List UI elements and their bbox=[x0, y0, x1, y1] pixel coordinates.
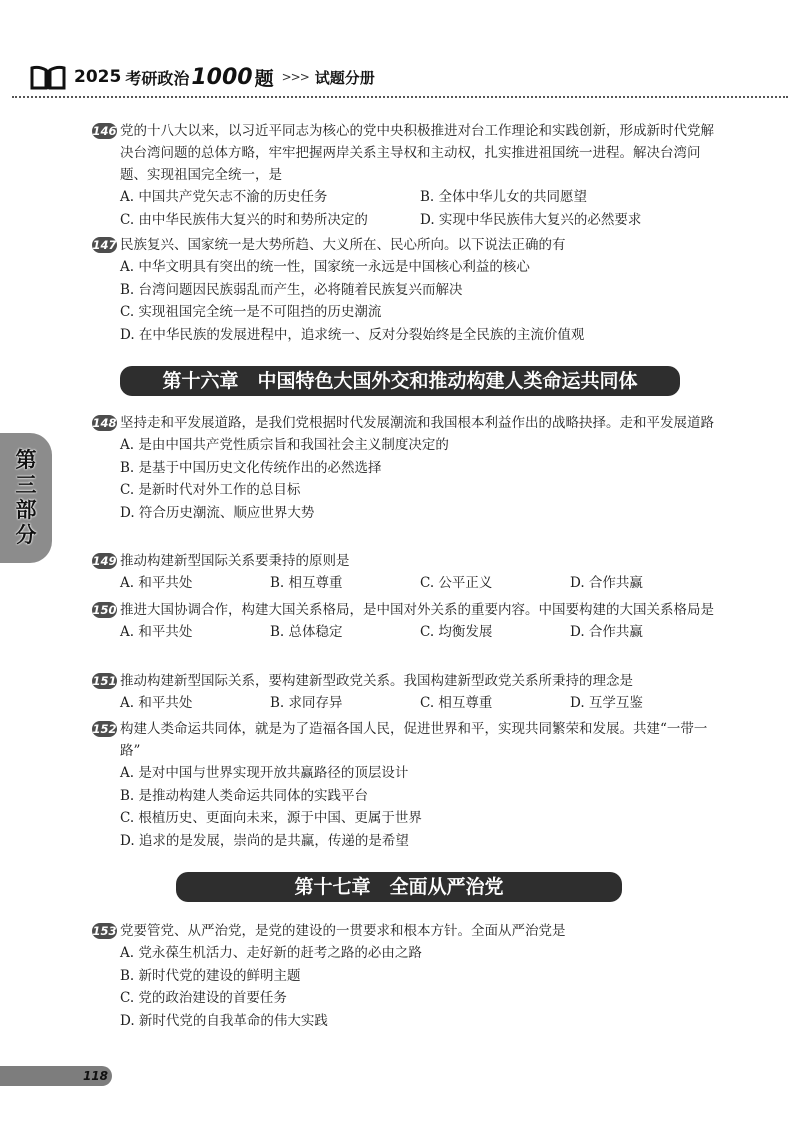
option-a[interactable]: A. 中华文明具有突出的统一性，国家统一永远是中国核心利益的核心 bbox=[120, 259, 530, 275]
question-text: 推进大国协调合作，构建大国关系格局，是中国对外关系的重要内容。中国要构建的大国关系格局是 bbox=[120, 602, 714, 618]
option-c[interactable]: C. 党的政治建设的首要任务 bbox=[120, 990, 287, 1006]
option-b[interactable]: B. 是基于中国历史文化传统作出的必然选择 bbox=[120, 459, 382, 476]
question-text: 构建人类命运共同体，就是为了造福各国人民，促进世界和平，实现共同繁荣和发展。共建“一带一路” bbox=[120, 721, 708, 759]
question-147 bbox=[92, 234, 722, 346]
option-a[interactable]: A. 党永葆生机活力、走好新的赶考之路的必由之路 bbox=[120, 945, 422, 961]
question-stem bbox=[92, 120, 722, 186]
header-exam: 考研政治 bbox=[125, 68, 190, 88]
header-arrows: >>> bbox=[281, 70, 309, 84]
part-side-tab-label: 第三部分 bbox=[15, 448, 37, 547]
question-number-badge: 148 bbox=[92, 416, 117, 430]
option-a[interactable]: A. 是对中国与世界实现开放共赢路径的顶层设计 bbox=[120, 765, 409, 781]
option-d[interactable]: D. 合作共赢 bbox=[570, 575, 643, 591]
question-number-badge: 153 bbox=[92, 924, 117, 938]
option-c[interactable]: C. 根植历史、更面向未来，源于中国、更属于世界 bbox=[120, 810, 422, 826]
options bbox=[92, 256, 722, 346]
option-b[interactable]: B. 全体中华儿女的共同愿望 bbox=[420, 189, 588, 205]
option-a[interactable]: A. 是由中国共产党性质宗旨和我国社会主义制度决定的 bbox=[120, 437, 449, 453]
option-a[interactable]: A. 和平共处 bbox=[120, 695, 193, 711]
option-b[interactable]: B. 台湾问题因民族弱乱而产生，必将随着民族复兴而解决 bbox=[120, 281, 463, 298]
option-b[interactable]: B. 相互尊重 bbox=[270, 575, 343, 591]
option-d[interactable]: D. 追求的是发展，崇尚的是共赢，传递的是希望 bbox=[120, 832, 409, 849]
option-c[interactable]: C. 实现祖国完全统一是不可阻挡的历史潮流 bbox=[120, 304, 382, 320]
question-number-badge: 147 bbox=[92, 238, 117, 252]
options bbox=[92, 692, 722, 715]
open-book-icon bbox=[30, 64, 66, 90]
option-d[interactable]: D. 在中华民族的发展进程中，追求统一、反对分裂始终是全民族的主流价值观 bbox=[120, 326, 585, 343]
question-152 bbox=[92, 718, 722, 852]
question-number-badge: 152 bbox=[92, 722, 117, 736]
question-151 bbox=[92, 670, 722, 715]
question-stem bbox=[92, 412, 722, 434]
question-stem bbox=[92, 599, 722, 621]
question-text: 党要管党、从严治党，是党的建设的一贯要求和根本方针。全面从严治党是 bbox=[120, 923, 566, 939]
question-text: 推动构建新型国际关系，要构建新型政党关系。我国构建新型政党关系所秉持的理念是 bbox=[120, 673, 633, 689]
options bbox=[92, 572, 722, 595]
header-ti: 题 bbox=[254, 67, 274, 90]
option-b[interactable]: B. 新时代党的建设的鲜明主题 bbox=[120, 967, 301, 984]
question-text: 坚持走和平发展道路，是我们党根据时代发展潮流和我国根本利益作出的战略抉择。走和平发展道路 bbox=[120, 415, 714, 431]
question-number-badge: 149 bbox=[92, 554, 117, 568]
question-stem bbox=[92, 550, 722, 572]
header-subtitle: 试题分册 bbox=[314, 68, 375, 87]
options bbox=[92, 621, 722, 644]
option-c[interactable]: C. 相互尊重 bbox=[420, 695, 493, 711]
options bbox=[92, 942, 722, 1032]
question-stem bbox=[92, 234, 722, 256]
question-text: 民族复兴、国家统一是大势所趋、大义所在、民心所向。以下说法正确的有 bbox=[120, 237, 566, 253]
page-number: 118 bbox=[82, 1069, 108, 1083]
header-count: 1000 bbox=[191, 64, 253, 90]
question-text: 推动构建新型国际关系要秉持的原则是 bbox=[120, 553, 350, 569]
header-year: 2025 bbox=[74, 67, 122, 87]
option-a[interactable]: A. 和平共处 bbox=[120, 624, 193, 640]
page-header bbox=[30, 62, 375, 92]
question-number-badge: 146 bbox=[92, 124, 117, 138]
chapter-17-banner: 第十七章 全面从严治党 bbox=[176, 872, 622, 902]
question-number-badge: 150 bbox=[92, 603, 117, 617]
option-b[interactable]: B. 求同存异 bbox=[270, 695, 343, 711]
option-d[interactable]: D. 互学互鉴 bbox=[570, 695, 643, 711]
question-148 bbox=[92, 412, 722, 524]
option-d[interactable]: D. 新时代党的自我革命的伟大实践 bbox=[120, 1012, 328, 1029]
option-c[interactable]: C. 均衡发展 bbox=[420, 624, 493, 640]
option-a[interactable]: A. 中国共产党矢志不渝的历史任务 bbox=[120, 189, 328, 205]
question-stem bbox=[92, 670, 722, 692]
part-side-tab bbox=[0, 433, 52, 563]
question-stem bbox=[92, 718, 722, 762]
option-a[interactable]: A. 和平共处 bbox=[120, 575, 193, 591]
option-c[interactable]: C. 是新时代对外工作的总目标 bbox=[120, 482, 301, 498]
option-b[interactable]: B. 总体稳定 bbox=[270, 624, 343, 640]
option-b[interactable]: B. 是推动构建人类命运共同体的实践平台 bbox=[120, 787, 369, 804]
question-text: 党的十八大以来，以习近平同志为核心的党中央积极推进对台工作理论和实践创新，形成新时代党解决台湾问题的总体方略，牢牢把握两岸关系主导权和主动权，扎实推进祖国统一进程。解决台湾问题、实现祖国完全统一，是 bbox=[120, 123, 714, 183]
question-146 bbox=[92, 120, 722, 231]
option-c[interactable]: C. 公平正义 bbox=[420, 575, 493, 591]
question-150 bbox=[92, 599, 722, 644]
options bbox=[92, 186, 722, 231]
chapter-16-banner: 第十六章 中国特色大国外交和推动构建人类命运共同体 bbox=[120, 366, 680, 396]
question-number-badge: 151 bbox=[92, 674, 117, 688]
option-d[interactable]: D. 实现中华民族伟大复兴的必然要求 bbox=[420, 211, 642, 228]
question-stem bbox=[92, 920, 722, 942]
options bbox=[92, 762, 722, 852]
header-divider bbox=[12, 96, 788, 98]
option-c[interactable]: C. 由中华民族伟大复兴的时和势所决定的 bbox=[120, 211, 368, 228]
option-d[interactable]: D. 符合历史潮流、顺应世界大势 bbox=[120, 504, 315, 521]
options bbox=[92, 434, 722, 524]
question-149 bbox=[92, 550, 722, 595]
option-d[interactable]: D. 合作共赢 bbox=[570, 624, 643, 640]
question-153 bbox=[92, 920, 722, 1032]
